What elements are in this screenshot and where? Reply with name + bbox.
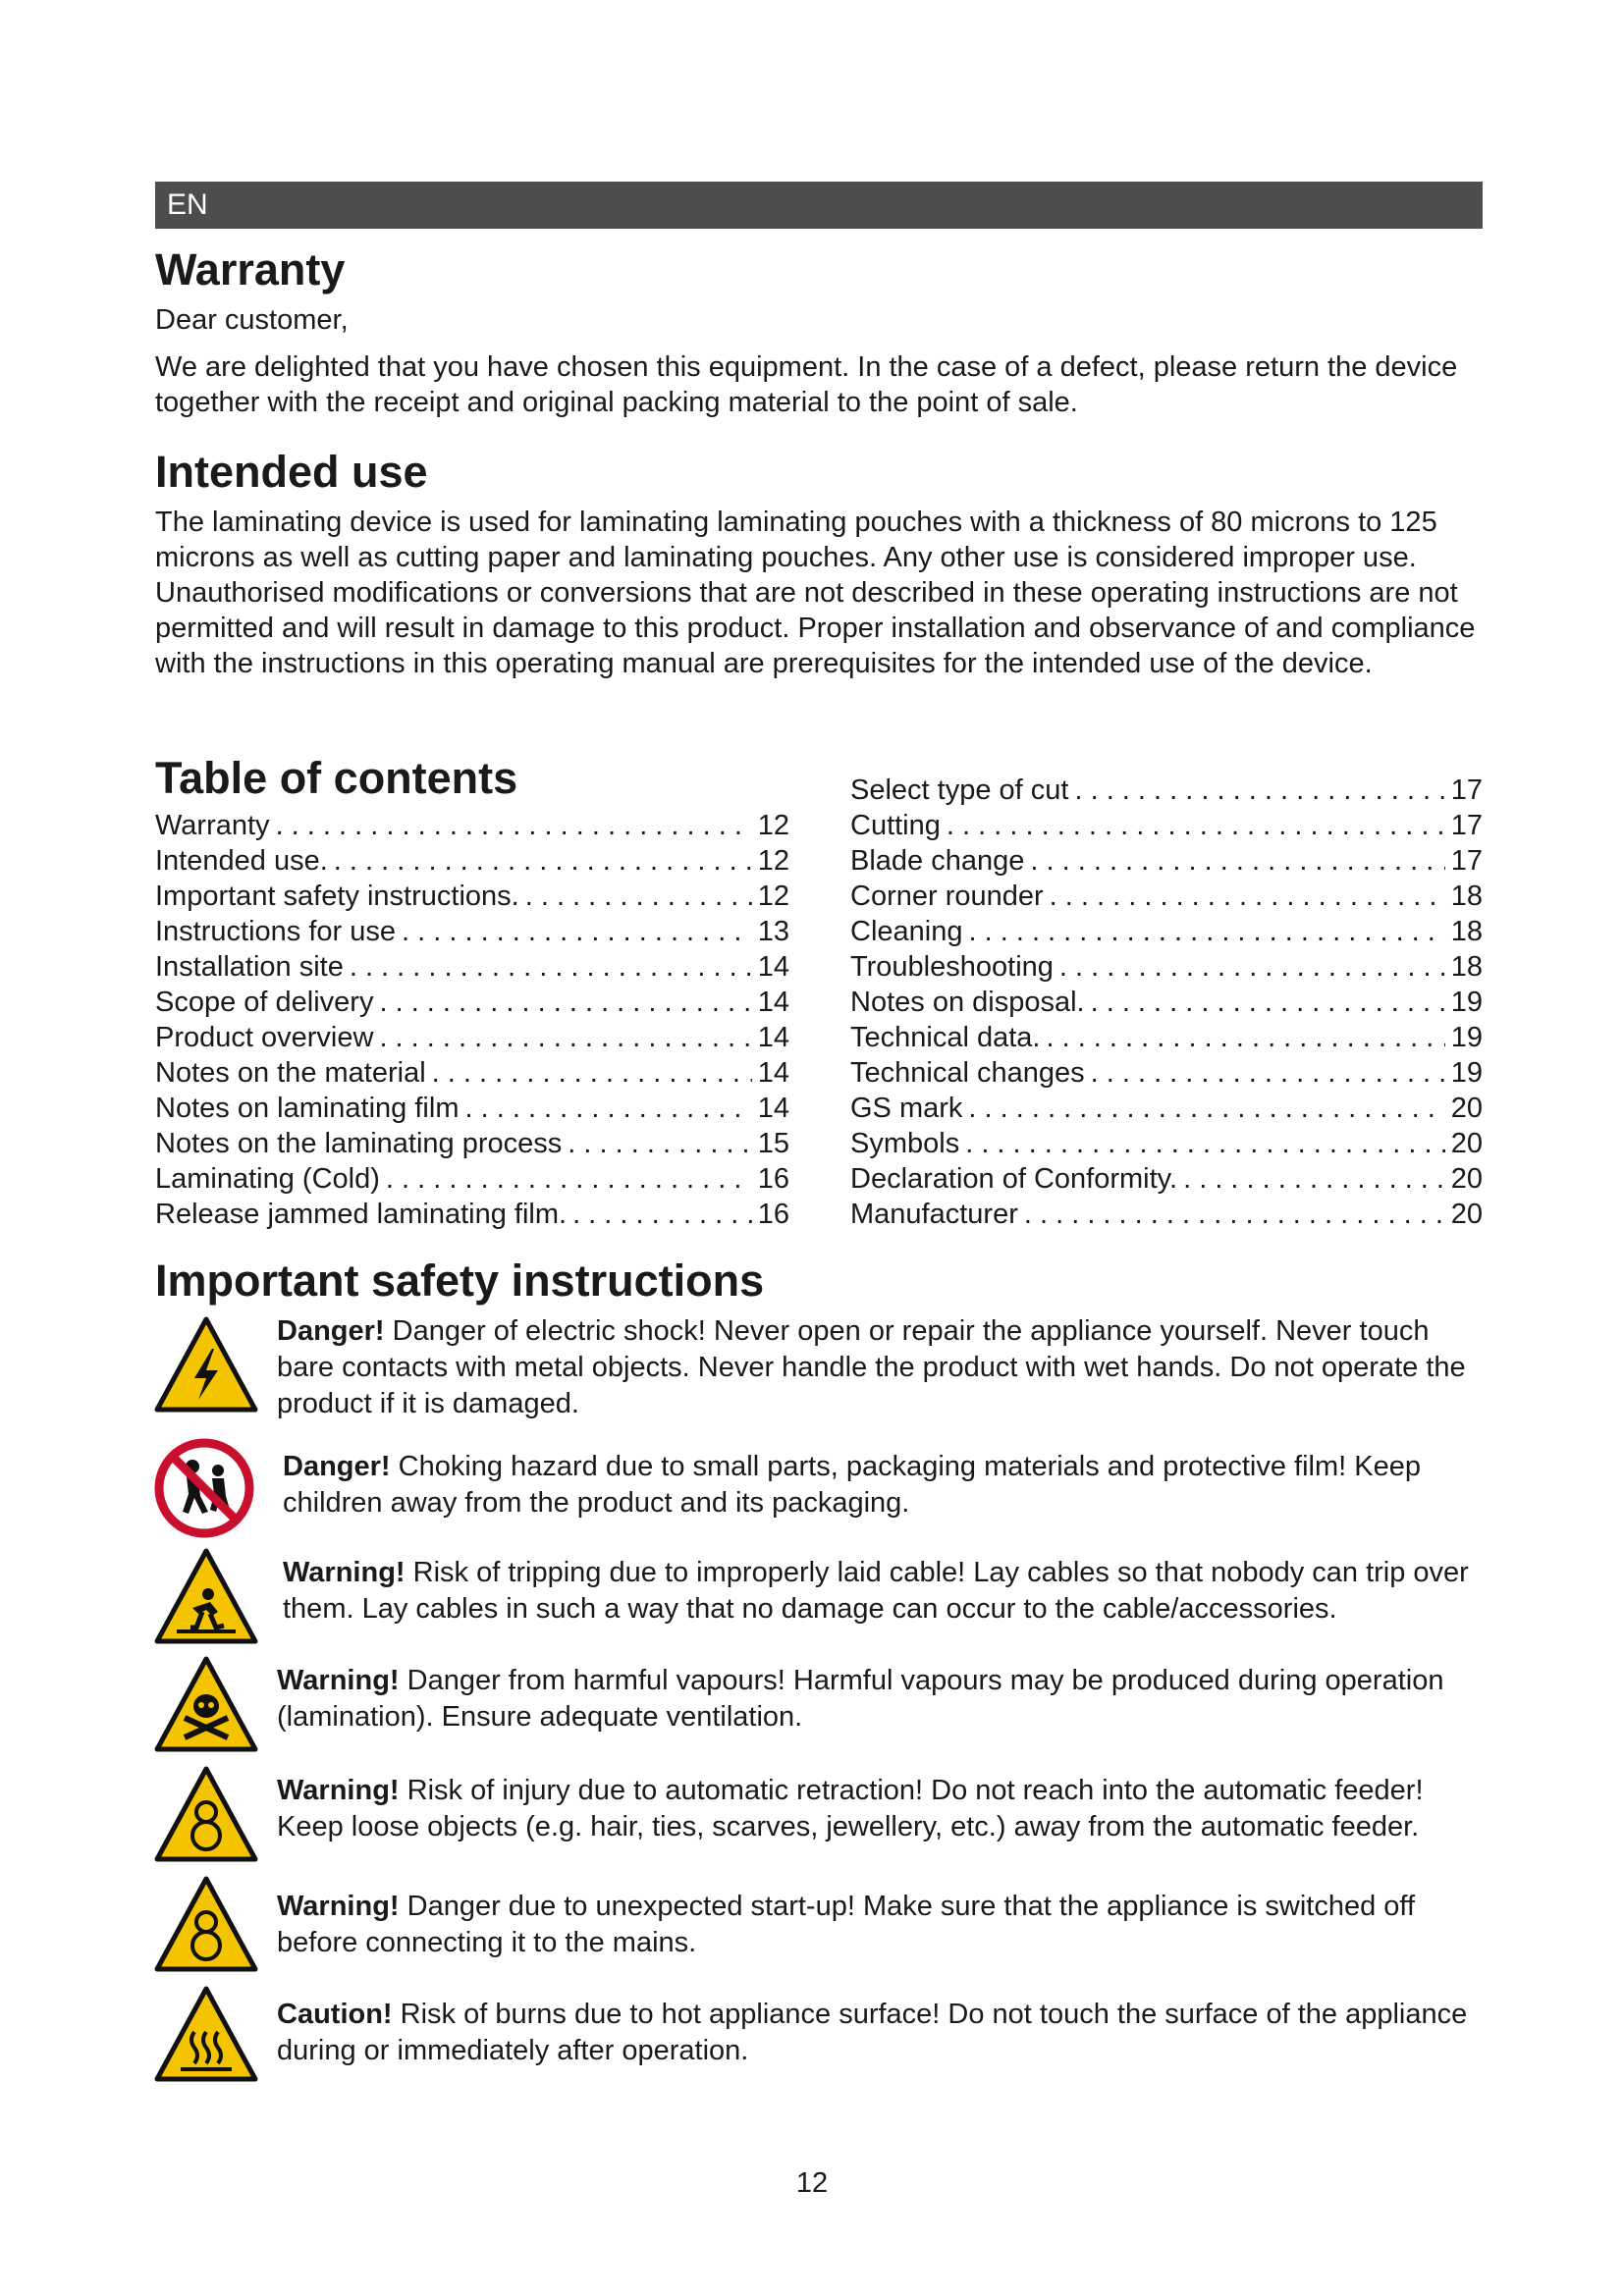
safety-label: Warning! <box>277 1775 400 1806</box>
language-label: EN <box>167 188 208 221</box>
toc-entry[interactable]: Manufacturer . . . 20 <box>850 1197 1483 1232</box>
toc-entry[interactable]: Cutting . . . 17 <box>850 808 1483 843</box>
toc-entry[interactable]: Warranty . . . 12 <box>155 808 789 843</box>
safety-label: Danger! <box>283 1451 391 1482</box>
page-number: 12 <box>795 2167 829 2199</box>
safety-item <box>153 1655 1489 1753</box>
warranty-heading: Warranty <box>155 244 346 294</box>
keep-away-from-children-icon <box>153 1437 259 1539</box>
toc-entry[interactable]: Notes on the material . . . 14 <box>155 1055 789 1091</box>
intended-use-heading: Intended use <box>155 447 428 497</box>
safety-item <box>153 1315 1489 1423</box>
safety-text: Danger of electric shock! Never open or repair the appliance yourself. Never touch bare contacts with metal objects. Never handle the product with wet hands. Do not operate the product if it is damaged. <box>277 1315 1466 1419</box>
hot-surface-icon <box>153 1985 259 2083</box>
toc-entry[interactable]: Important safety instructions. . . . 12 <box>155 879 789 914</box>
toc-entry[interactable]: Troubleshooting . . . 18 <box>850 949 1483 985</box>
safety-heading: Important safety instructions <box>155 1255 765 1306</box>
toc-entry[interactable]: Product overview . . . 14 <box>155 1020 789 1055</box>
toc-right-column <box>850 773 1483 1232</box>
safety-label: Danger! <box>277 1315 385 1347</box>
language-header-bar <box>155 182 1483 229</box>
toc-entry[interactable]: Notes on disposal. . . . 19 <box>850 985 1483 1020</box>
toc-entry[interactable]: Release jammed laminating film. . . . 16 <box>155 1197 789 1232</box>
safety-text: Risk of injury due to automatic retraction! Do not reach into the automatic feeder! Keep loose objects (e.g. hair, ties, scarves, jewellery, etc.) away from the automatic feeder. <box>277 1775 1424 1842</box>
warranty-salutation: Dear customer, <box>155 304 349 336</box>
intended-use-body: The laminating device is used for laminating laminating pouches with a thickness of 80 microns to 125 microns as well as cutting paper and laminating pouches. Any other use is considered improper use. Unauthorised modifications or conversions that are not described in these operating instructions are not permitted and will result in damage to this product. Proper installation and observance of and compliance with the instructions in this operating manual are prerequisites for the intended use of the device. <box>155 507 1476 679</box>
safety-text: Risk of tripping due to improperly laid cable! Lay cables so that nobody can trip over them. Lay cables in such a way that no damage can occur to the cable/accessories. <box>283 1557 1469 1625</box>
toc-entry[interactable]: GS mark . . . 20 <box>850 1091 1483 1126</box>
toc-entry[interactable]: Declaration of Conformity. . . . 20 <box>850 1161 1483 1197</box>
toc-left-column <box>155 808 789 1232</box>
toc-entry[interactable]: Technical data. . . . 19 <box>850 1020 1483 1055</box>
toc-entry[interactable]: Notes on the laminating process . . . 15 <box>155 1126 789 1161</box>
toc-entry[interactable]: Blade change . . . 17 <box>850 843 1483 879</box>
toc-entry[interactable]: Scope of delivery . . . 14 <box>155 985 789 1020</box>
toc-heading: Table of contents <box>155 753 518 803</box>
safety-text: Danger due to unexpected start-up! Make sure that the appliance is switched off before connecting it to the mains. <box>277 1891 1415 1958</box>
safety-item <box>153 1547 1489 1645</box>
safety-item <box>153 1765 1489 1863</box>
toc-entry[interactable]: Notes on laminating film . . . 14 <box>155 1091 789 1126</box>
toxic-vapours-icon <box>153 1655 259 1753</box>
toc-entry[interactable]: Corner rounder . . . 18 <box>850 879 1483 914</box>
safety-label: Warning! <box>283 1557 406 1588</box>
safety-text: Risk of burns due to hot appliance surface! Do not touch the surface of the appliance during or immediately after operation. <box>277 1999 1468 2066</box>
electric-shock-warning-icon <box>153 1315 259 1414</box>
toc-entry[interactable]: Installation site . . . 14 <box>155 949 789 985</box>
roller-entanglement-icon <box>153 1765 259 1863</box>
safety-label: Caution! <box>277 1999 393 2030</box>
unexpected-startup-icon <box>153 1875 259 1973</box>
toc-entry[interactable]: Symbols . . . 20 <box>850 1126 1483 1161</box>
safety-item <box>153 1875 1489 1973</box>
tripping-hazard-icon <box>153 1547 259 1645</box>
safety-label: Warning! <box>277 1891 400 1922</box>
safety-item <box>153 1985 1489 2083</box>
toc-entry[interactable]: Laminating (Cold) . . . 16 <box>155 1161 789 1197</box>
safety-label: Warning! <box>277 1665 400 1696</box>
toc-entry[interactable]: Technical changes . . . 19 <box>850 1055 1483 1091</box>
toc-entry[interactable]: Select type of cut . . . 17 <box>850 773 1483 808</box>
safety-text: Choking hazard due to small parts, packaging materials and protective film! Keep children away from the product and its packaging. <box>283 1451 1421 1519</box>
safety-text: Danger from harmful vapours! Harmful vapours may be produced during operation (lamination). Ensure adequate ventilation. <box>277 1665 1444 1733</box>
toc-entry[interactable]: Cleaning . . . 18 <box>850 914 1483 949</box>
toc-entry[interactable]: Instructions for use . . . 13 <box>155 914 789 949</box>
toc-entry[interactable]: Intended use. . . . 12 <box>155 843 789 879</box>
warranty-body: We are delighted that you have chosen this equipment. In the case of a defect, please return the device together with the receipt and original packing material to the point of sale. <box>155 351 1458 418</box>
safety-item <box>153 1437 1489 1539</box>
